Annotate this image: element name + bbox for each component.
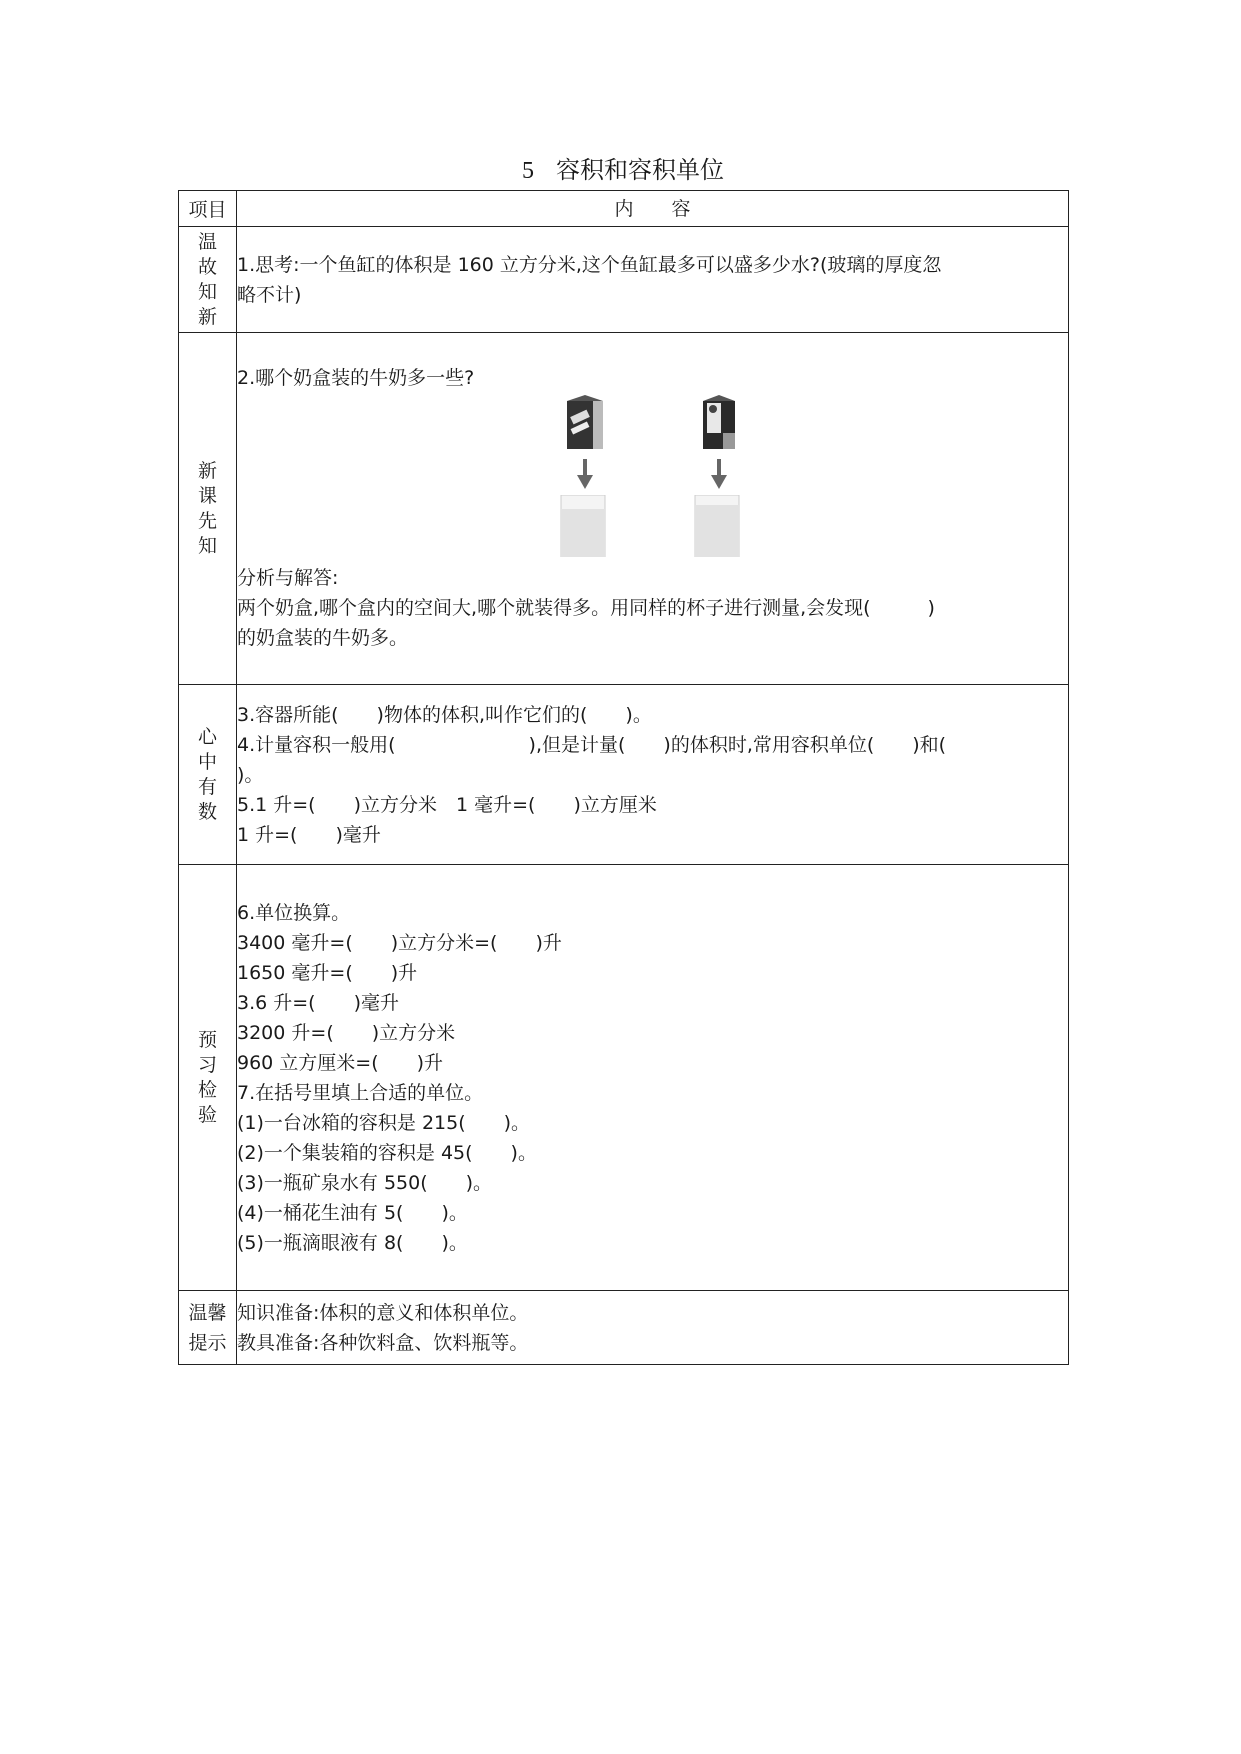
analysis-line1: 两个奶盒,哪个盒内的空间大,哪个就装得多。用同样的杯子进行测量,会发现( ) bbox=[237, 597, 935, 619]
tip-line1: 知识准备:体积的意义和体积单位。 bbox=[237, 1301, 529, 1324]
q7-item: (2)一个集装箱的容积是 45( )。 bbox=[237, 1141, 537, 1164]
section-check-content bbox=[237, 865, 1069, 1291]
analysis-title: 分析与解答: bbox=[237, 567, 339, 589]
section-check-row bbox=[179, 865, 1069, 1291]
section-label-new-lesson: 新课先知 bbox=[197, 459, 217, 557]
question-1-line1: 1.思考:一个鱼缸的体积是 160 立方分米,这个鱼缸最多可以盛多少水?(玻璃的厚度忽 bbox=[237, 253, 942, 276]
milk-carton-right-image bbox=[689, 395, 747, 557]
page-title bbox=[178, 154, 1068, 186]
question-4-line2: )。 bbox=[237, 763, 264, 786]
section-new-lesson-row bbox=[179, 333, 1069, 685]
milk-carton-icon bbox=[565, 395, 605, 451]
q6-item: 3.6 升=( )毫升 bbox=[237, 991, 400, 1014]
section-know-row bbox=[179, 685, 1069, 865]
question-2: 2.哪个奶盒装的牛奶多一些? bbox=[237, 367, 475, 389]
q7-item: (1)一台冰箱的容积是 215( )。 bbox=[237, 1111, 531, 1134]
section-new-lesson-content bbox=[237, 333, 1069, 685]
section-tips-row bbox=[179, 1291, 1069, 1365]
table-header-row bbox=[179, 191, 1069, 227]
q6-item: 1650 毫升=( )升 bbox=[237, 961, 418, 984]
question-5-line1: 5.1 升=( )立方分米 1 毫升=( )立方厘米 bbox=[237, 793, 657, 816]
section-tips-content bbox=[237, 1291, 1069, 1365]
title-number: 5 bbox=[522, 158, 534, 184]
down-arrow-icon bbox=[711, 459, 727, 489]
question-7-title: 7.在括号里填上合适的单位。 bbox=[237, 1081, 484, 1104]
section-label-review: 温故知新 bbox=[197, 230, 217, 328]
header-content: 内 容 bbox=[237, 191, 1069, 227]
q6-item: 960 立方厘米=( )升 bbox=[237, 1051, 444, 1074]
q7-item: (5)一瓶滴眼液有 8( )。 bbox=[237, 1231, 468, 1254]
section-review-row bbox=[179, 227, 1069, 333]
q6-item: 3400 毫升=( )立方分米=( )升 bbox=[237, 931, 562, 954]
down-arrow-icon bbox=[577, 459, 593, 489]
measuring-cup-icon bbox=[559, 495, 607, 557]
question-6-title: 6.单位换算。 bbox=[237, 901, 351, 924]
milk-carton-icon bbox=[699, 395, 739, 451]
analysis-line2: 的奶盒装的牛奶多。 bbox=[237, 627, 409, 649]
milk-comparison-figure bbox=[237, 393, 1068, 563]
q6-item: 3200 升=( )立方分米 bbox=[237, 1021, 456, 1044]
tip-line2: 教具准备:各种饮料盒、饮料瓶等。 bbox=[237, 1331, 529, 1354]
section-label-tips: 温馨提示 bbox=[188, 1301, 227, 1354]
title-text: 容积和容积单位 bbox=[556, 156, 724, 184]
question-1-line2: 略不计) bbox=[237, 283, 302, 306]
milk-carton-left-image bbox=[555, 395, 613, 557]
question-5-line2: 1 升=( )毫升 bbox=[237, 823, 381, 846]
question-4-line1: 4.计量容积一般用( ),但是计量( )的体积时,常用容积单位( )和( bbox=[237, 733, 947, 756]
section-label-check: 预习检验 bbox=[197, 1028, 217, 1126]
worksheet-table bbox=[178, 190, 1069, 1365]
header-project: 项目 bbox=[179, 191, 237, 227]
section-label-know: 心中有数 bbox=[197, 725, 217, 823]
section-know-content bbox=[237, 685, 1069, 865]
question-3: 3.容器所能( )物体的体积,叫作它们的( )。 bbox=[237, 703, 652, 726]
q7-item: (4)一桶花生油有 5( )。 bbox=[237, 1201, 468, 1224]
section-review-content bbox=[237, 227, 1069, 333]
q7-item: (3)一瓶矿泉水有 550( )。 bbox=[237, 1171, 493, 1194]
measuring-cup-icon bbox=[693, 495, 741, 557]
